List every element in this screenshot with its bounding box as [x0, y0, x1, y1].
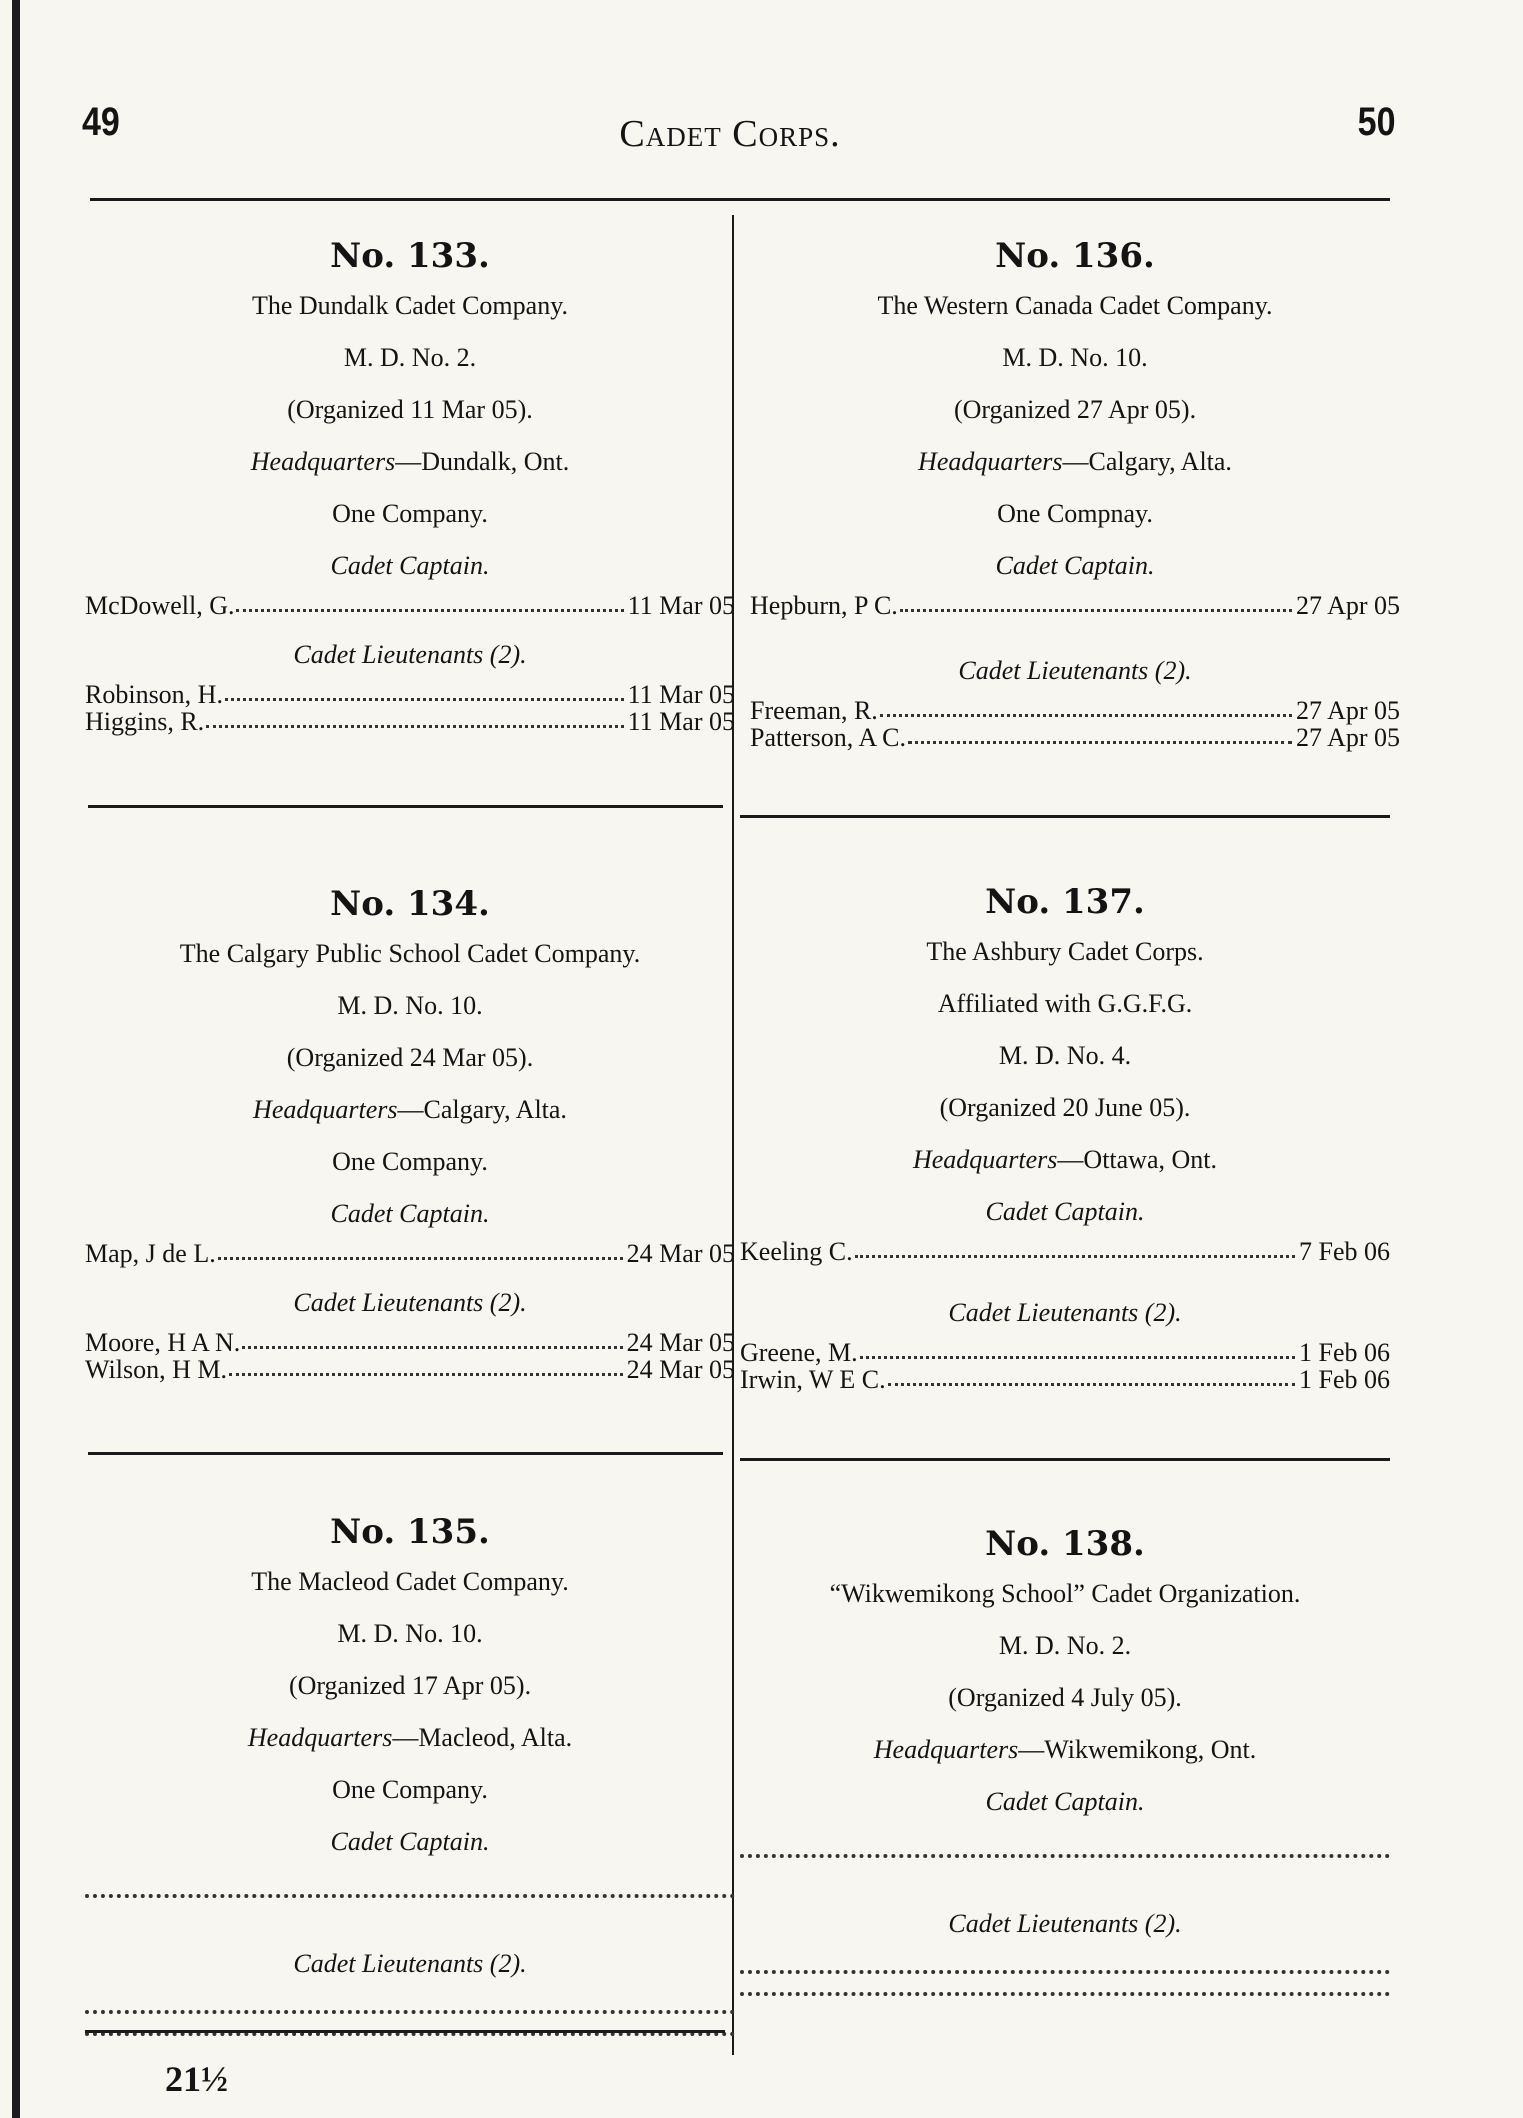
captain-heading: Cadet Captain. — [985, 1197, 1145, 1226]
blank-captain-line — [85, 1884, 735, 1898]
lieutenant-entry: Wilson, H M. 24 Mar 05 — [85, 1355, 735, 1384]
lieutenants-heading: Cadet Lieutenants (2). — [958, 656, 1192, 685]
section-rule — [88, 805, 723, 808]
headquarters — [740, 1724, 1390, 1776]
organized-date: (Organized 11 Mar 05). — [287, 395, 533, 424]
section-rule — [740, 1458, 1390, 1461]
strength: One Company. — [332, 1147, 488, 1176]
header-rule — [90, 198, 1390, 201]
organized-date: (Organized 24 Mar 05). — [286, 1043, 534, 1072]
headquarters — [740, 1134, 1390, 1186]
signature-mark: 21½ — [165, 2059, 228, 2099]
blank-lieutenant-line — [740, 1982, 1390, 1996]
section-number: No. 133. — [330, 236, 490, 276]
headquarters — [85, 1084, 735, 1136]
section-number: No. 135. — [330, 1512, 490, 1552]
section-rule — [85, 2030, 725, 2033]
headquarters-label: Headquarters — [247, 1723, 393, 1752]
strength: One Compnay. — [997, 499, 1153, 528]
company-name: The Macleod Cadet Company. — [251, 1567, 569, 1596]
headquarters-label: Headquarters — [250, 447, 396, 476]
section-rule — [88, 1452, 723, 1455]
captain-heading: Cadet Captain. — [995, 551, 1155, 580]
headquarters-value: —Calgary, Alta. — [397, 1095, 567, 1124]
company-name: The Western Canada Cadet Company. — [877, 291, 1273, 320]
lieutenants-heading: Cadet Lieutenants (2). — [293, 1949, 527, 1978]
company-name: The Calgary Public School Cadet Company. — [179, 939, 641, 968]
lieutenant-entry: Moore, H A N. 24 Mar 05 — [85, 1328, 735, 1357]
left-page-number: 49 — [82, 100, 120, 144]
company-name: The Dundalk Cadet Company. — [251, 291, 569, 320]
section-rule — [740, 815, 1390, 818]
company-name: “Wikwemikong School” Cadet Organization. — [829, 1579, 1301, 1608]
section-number: No. 137. — [985, 882, 1145, 922]
headquarters-value: —Wikwemikong, Ont. — [1018, 1735, 1257, 1764]
headquarters-value: —Dundalk, Ont. — [395, 447, 570, 476]
headquarters-label: Headquarters — [918, 447, 1063, 476]
military-district: M. D. No. 10. — [1002, 343, 1148, 372]
military-district: M. D. No. 4. — [998, 1041, 1132, 1070]
strength: One Company. — [332, 1775, 488, 1804]
military-district: M. D. No. 2. — [343, 343, 477, 372]
headquarters — [750, 436, 1400, 488]
blank-lieutenant-line — [740, 1960, 1390, 1974]
captain-heading: Cadet Captain. — [330, 1827, 490, 1856]
lieutenant-entry: Greene, M. 1 Feb 06 — [740, 1338, 1390, 1367]
captain-entry: Keeling C. 7 Feb 06 — [740, 1237, 1390, 1266]
blank-captain-line — [740, 1844, 1390, 1858]
section-136 — [750, 232, 1400, 751]
section-137 — [740, 878, 1390, 1393]
organized-date: (Organized 17 Apr 05). — [288, 1671, 532, 1700]
organized-date: (Organized 4 July 05). — [948, 1683, 1182, 1712]
headquarters-value: —Macleod, Alta. — [392, 1723, 573, 1752]
section-number: No. 138. — [985, 1524, 1145, 1564]
organized-date: (Organized 20 June 05). — [939, 1093, 1191, 1122]
company-name: The Ashbury Cadet Corps. — [926, 937, 1204, 966]
lieutenant-entry: Robinson, H. 11 Mar 05 — [85, 680, 735, 709]
captain-entry: McDowell, G. 11 Mar 05 — [85, 591, 735, 620]
headquarters — [85, 1712, 735, 1764]
lieutenant-entry: Patterson, A C. 27 Apr 05 — [750, 723, 1400, 752]
captain-heading: Cadet Captain. — [330, 1199, 490, 1228]
strength: One Company. — [332, 499, 488, 528]
military-district: M. D. No. 10. — [337, 991, 483, 1020]
lieutenant-entry: Higgins, R. 11 Mar 05 — [85, 707, 735, 736]
section-133 — [85, 232, 735, 735]
section-134 — [85, 880, 735, 1383]
captain-entry: Map, J de L. 24 Mar 05 — [85, 1239, 735, 1268]
section-138 — [740, 1520, 1390, 1996]
lieutenant-entry: Freeman, R. 27 Apr 05 — [750, 696, 1400, 725]
organized-date: (Organized 27 Apr 05). — [953, 395, 1197, 424]
blank-lieutenant-line — [85, 2000, 735, 2014]
section-135 — [85, 1508, 735, 2036]
section-number: No. 136. — [995, 236, 1155, 276]
captain-heading: Cadet Captain. — [330, 551, 490, 580]
headquarters-label: Headquarters — [253, 1095, 398, 1124]
lieutenant-entry: Irwin, W E C. 1 Feb 06 — [740, 1365, 1390, 1394]
headquarters-label: Headquarters — [873, 1735, 1019, 1764]
lieutenants-heading: Cadet Lieutenants (2). — [293, 640, 527, 669]
lieutenants-heading: Cadet Lieutenants (2). — [948, 1909, 1182, 1938]
section-number: No. 134. — [330, 884, 490, 924]
headquarters-value: —Ottawa, Ont. — [1057, 1145, 1218, 1174]
running-head: Cadet Corps. — [619, 113, 841, 155]
right-page-number: 50 — [1357, 100, 1395, 144]
affiliation: Affiliated with G.G.F.G. — [937, 989, 1193, 1018]
lieutenants-heading: Cadet Lieutenants (2). — [293, 1288, 527, 1317]
lieutenants-heading: Cadet Lieutenants (2). — [948, 1298, 1182, 1327]
blank-lieutenant-line — [85, 2022, 735, 2036]
military-district: M. D. No. 10. — [337, 1619, 483, 1648]
headquarters-value: —Calgary, Alta. — [1062, 447, 1232, 476]
military-district: M. D. No. 2. — [998, 1631, 1132, 1660]
captain-entry: Hepburn, P C. 27 Apr 05 — [750, 591, 1400, 620]
headquarters-label: Headquarters — [912, 1145, 1058, 1174]
headquarters — [85, 436, 735, 488]
page-edge-shadow — [12, 0, 20, 2118]
captain-heading: Cadet Captain. — [985, 1787, 1145, 1816]
